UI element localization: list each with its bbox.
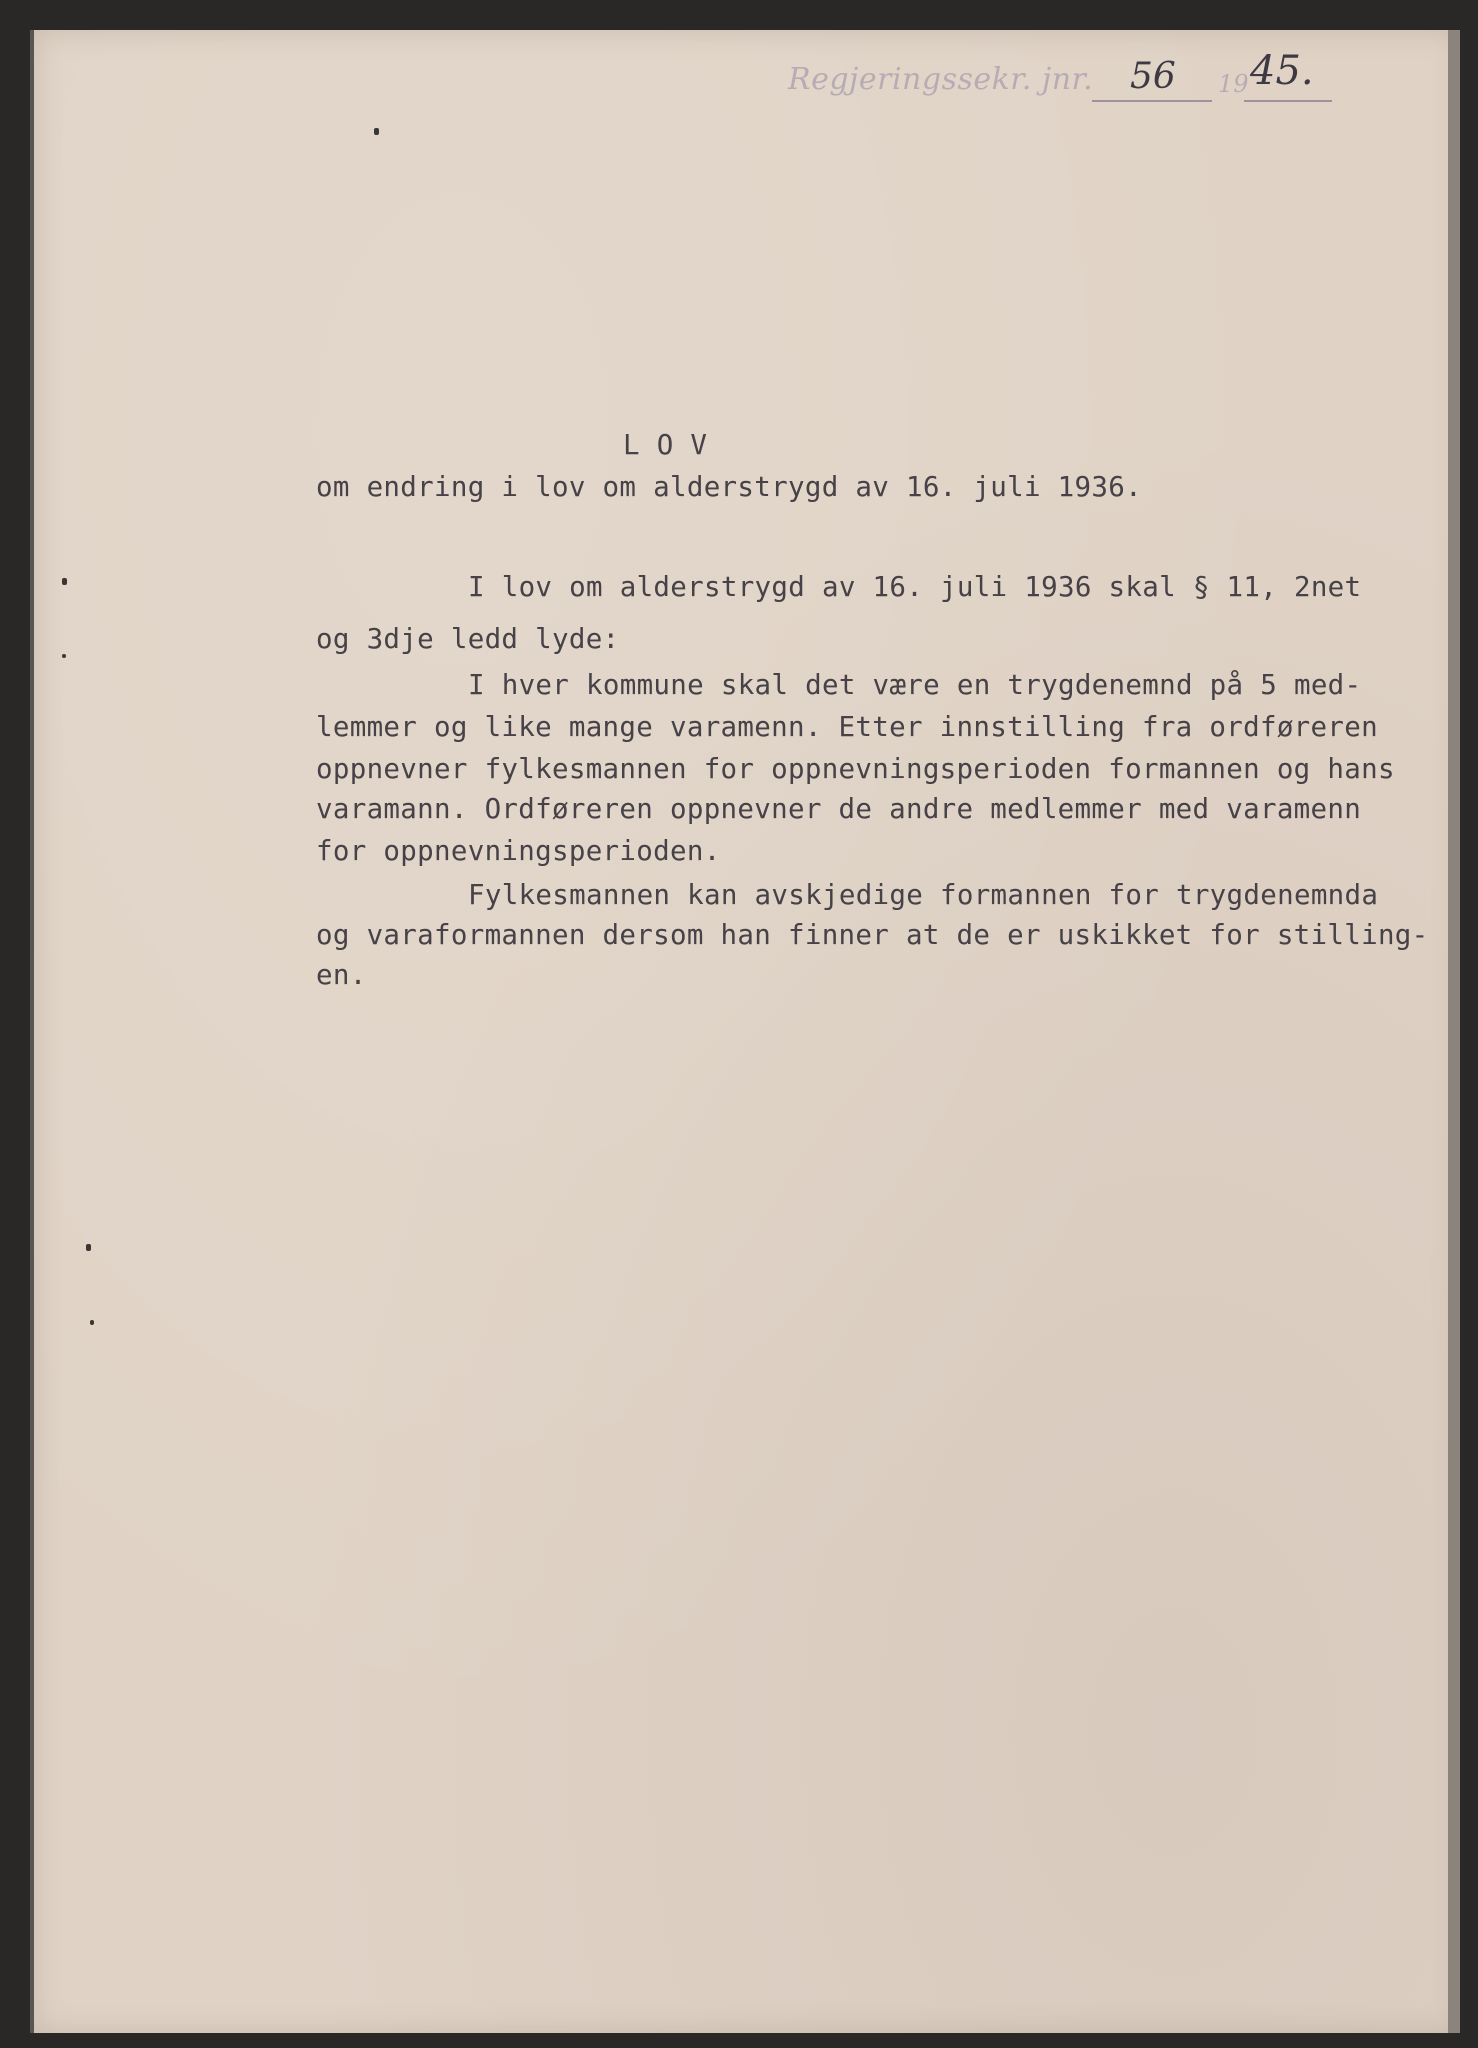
document-heading: L O V [623,429,708,461]
paper-mark [374,128,379,135]
year-suffix: 45. [1250,48,1314,94]
body-line: Fylkesmannen kan avskjedige formannen for trygdenemnda [468,879,1379,911]
paper-mark [90,1320,94,1325]
body-line: oppnevner fylkesmannen for oppnevningsperioden formannen og hans [316,753,1395,785]
body-line: for oppnevningsperioden. [316,835,721,867]
journal-number-line [1092,100,1212,102]
year-line [1244,100,1332,102]
paper-mark [62,578,67,585]
body-line: lemmer og like mange varamenn. Etter innstilling fra ordføreren [316,711,1378,743]
body-line: I hver kommune skal det være en trygdenemnd på 5 med- [468,669,1362,701]
paper-sheet [34,30,1460,2033]
body-line: en. [316,959,367,991]
paper-mark [62,654,66,658]
body-line: og 3dje ledd lyde: [316,623,620,655]
document-subtitle: om endring i lov om alderstrygd av 16. juli 1936. [316,471,1142,503]
body-line: og varaformannen dersom han finner at de er uskikket for stilling- [316,919,1429,951]
paper-mark [86,1244,91,1251]
body-line: I lov om alderstrygd av 16. juli 1936 skal § 11, 2net [468,571,1362,603]
journal-number: 56 [1130,56,1176,97]
page-edge-right [1448,30,1460,2033]
year-prefix: 19 [1218,70,1249,98]
body-line: varamann. Ordføreren oppnevner de andre medlemmer med varamenn [316,793,1362,825]
registry-stamp: Regjeringssekr. jnr. [788,62,1094,97]
